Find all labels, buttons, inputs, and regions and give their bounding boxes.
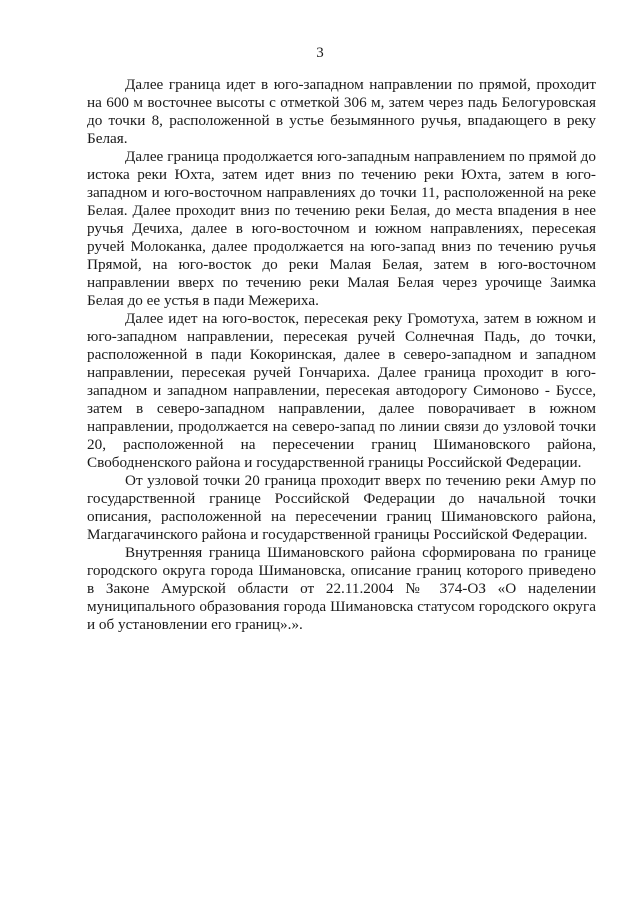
paragraph-5: Внутренняя граница Шимановского района сформирована по границе городского округа города Шимановска, описание границ которого приведено в Законе Амурской области от 22.11.2004 № 374-ОЗ «О наделении муниципального образования города Шимановска статусом городского округа и об установлении его границ».».	[87, 544, 596, 633]
paragraph-3: Далее идет на юго-восток, пересекая реку Громотуха, затем в южном и юго-западном направлении, пересекая ручей Солнечная Падь, до точки, расположенной в пади Кокоринская, далее в северо-западном и западном направлении, пересекая ручей Гончариха. Далее граница проходит в юго-западном и западном направлении, пересекая автодорогу Симоново - Буссе, затем в северо-западном направлении, далее поворачивает в южном направлении, продолжается на северо-запад по линии связи до узловой точки 20, расположенной на пересечении границ Шимановского района, Свободненского района и государственной границы Российской Федерации.	[87, 310, 596, 471]
paragraph-4: От узловой точки 20 граница проходит вверх по течению реки Амур по государственной границе Российской Федерации до начальной точки описания, расположенной на пересечении границ Шимановского района, Магдагачинского района и государственной границы Российской Федерации.	[87, 472, 596, 543]
paragraph-1: Далее граница идет в юго-западном направлении по прямой, проходит на 600 м восточнее высоты с отметкой 306 м, затем через падь Белогуровская до точки 8, расположенной в устье безымянного ручья, впадающего в реку Белая.	[87, 76, 596, 147]
paragraph-2: Далее граница продолжается юго-западным направлением по прямой до истока реки Юхта, затем идет вниз по течению реки Юхта, затем в юго-западном и юго-восточном направлениях до точки 11, расположенной на реке Белая. Далее проходит вниз по течению реки Белая, до места впадения в нее ручья Дечиха, далее в юго-восточном и южном направлениях, пересекая ручей Молоканка, далее продолжается на юго-запад вниз по течению ручья Прямой, на юго-восток до реки Малая Белая, затем в юго-восточном направлении вверх по течению реки Малая Белая через урочище Заимка Белая до ее устья в пади Межериха.	[87, 148, 596, 309]
page-number: 3	[316, 45, 324, 61]
document-body	[87, 76, 596, 634]
